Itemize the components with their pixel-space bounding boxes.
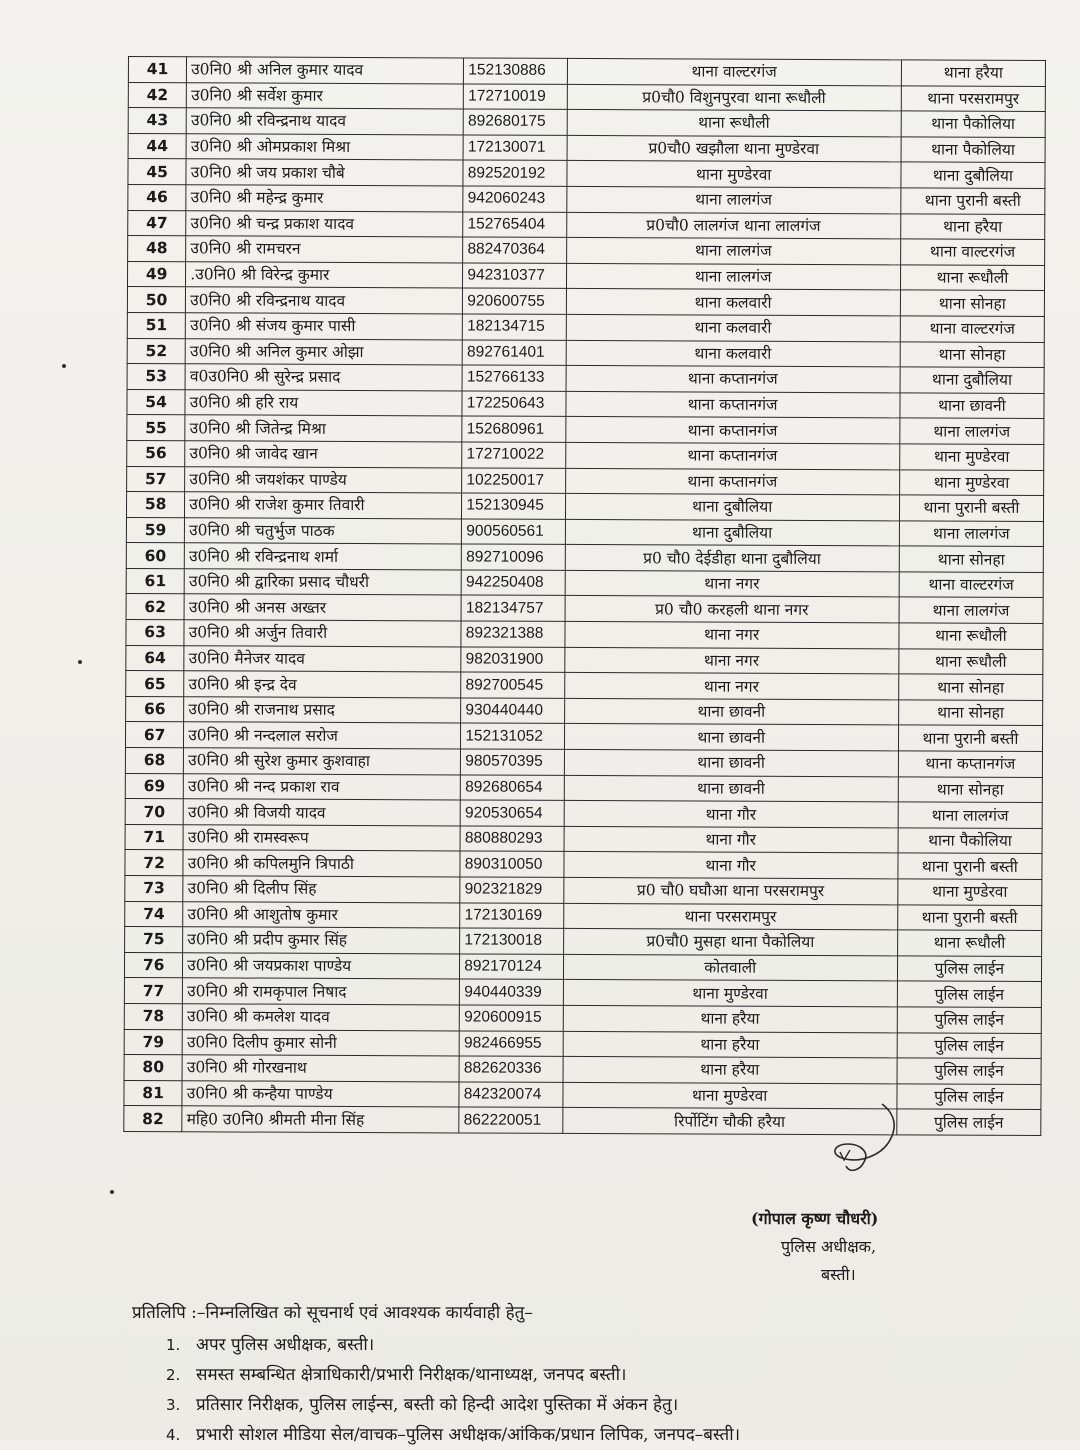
officer-name-cell: उ0नि0 श्री राजनाथ प्रसाद — [184, 697, 461, 724]
serial-number-cell: 76 — [124, 952, 182, 978]
officer-name-cell: उ0नि0 श्री जय प्रकाश चौबे — [186, 159, 463, 186]
pno-cell: 172710019 — [464, 84, 567, 110]
officer-name-cell: उ0नि0 श्री अनिल कुमार यादव — [187, 57, 464, 84]
serial-number-cell: 43 — [128, 108, 186, 134]
new-posting-cell: पुलिस लाईन — [897, 1007, 1041, 1033]
new-posting-cell: थाना पैकोलिया — [901, 137, 1045, 163]
signature — [820, 1100, 910, 1180]
new-posting-cell: थाना पुरानी बस्ती — [899, 495, 1043, 521]
officer-name-cell: उ0नि0 श्री जितेन्द्र मिश्रा — [185, 415, 462, 442]
serial-number-cell: 58 — [126, 492, 184, 518]
current-posting-cell: थाना लालगंज — [566, 186, 900, 213]
officer-name-cell: उ0नि0 श्री नन्द प्रकाश राव — [184, 773, 461, 800]
copy-to-item-text: अपर पुलिस अधीक्षक, बस्ती। — [196, 1335, 375, 1355]
current-posting-cell: थाना छावनी — [564, 724, 898, 751]
serial-number-cell: 42 — [128, 82, 186, 108]
table-row — [127, 466, 1044, 496]
current-posting-cell: थाना रूधौली — [567, 110, 901, 137]
current-posting-cell: थाना नगर — [565, 570, 899, 597]
table-row — [125, 773, 1042, 803]
current-posting-cell: थाना मुण्डेरवा — [562, 1082, 896, 1109]
officer-name-cell: उ0नि0 श्री आशुतोष कुमार — [183, 901, 460, 928]
table-row — [124, 1055, 1041, 1085]
current-posting-cell: थाना लालगंज — [566, 238, 900, 265]
pno-cell: 940440339 — [460, 979, 563, 1005]
officer-name-cell: उ0नि0 श्री ओमप्रकाश मिश्रा — [186, 134, 463, 161]
pno-cell: 942310377 — [463, 263, 566, 289]
table-row — [126, 517, 1043, 547]
serial-number-cell: 41 — [128, 57, 186, 83]
officer-name-cell: व0उ0नि0 श्री सुरेन्द्र प्रसाद — [185, 364, 462, 391]
serial-number-cell: 64 — [126, 645, 184, 671]
officer-name-cell: उ0नि0 श्री दिलीप सिंह — [183, 876, 460, 903]
pno-cell: 172130169 — [460, 903, 563, 929]
current-posting-cell: प्र0 चौ0 करहली थाना नगर — [565, 596, 899, 623]
officer-name-cell: उ0नि0 श्री चतुर्भुज पाठक — [185, 517, 462, 544]
officer-name-cell: उ0नि0 श्री कपिलमुनि त्रिपाठी — [183, 850, 460, 877]
speck — [62, 364, 66, 368]
current-posting-cell: थाना कप्तानगंज — [565, 442, 899, 469]
serial-number-cell: 49 — [127, 261, 185, 287]
copy-to-item-number: 2. — [166, 1366, 181, 1384]
pno-cell: 982031900 — [461, 647, 564, 673]
pno-cell: 152130945 — [462, 493, 565, 519]
pno-cell: 102250017 — [462, 467, 565, 493]
pno-cell: 980570395 — [461, 749, 564, 775]
pno-cell: 862220051 — [459, 1107, 562, 1133]
pno-cell: 920530654 — [460, 800, 563, 826]
pno-cell: 890310050 — [460, 851, 563, 877]
new-posting-cell: थाना सोनहा — [898, 700, 1042, 726]
serial-number-cell: 82 — [124, 1106, 182, 1132]
new-posting-cell: थाना सोनहा — [899, 546, 1043, 572]
current-posting-cell: थाना कप्तानगंज — [565, 468, 899, 495]
table-row — [126, 620, 1043, 650]
current-posting-cell: प्र0 चौ0 देईडीहा थाना दुबौलिया — [565, 545, 899, 572]
current-posting-cell: थाना हरैया — [563, 1057, 897, 1084]
pno-cell: 842320074 — [459, 1082, 562, 1108]
current-posting-cell: थाना दुबौलिया — [565, 494, 899, 521]
officer-name-cell: उ0नि0 श्री रविन्द्रनाथ शर्मा — [185, 543, 462, 570]
transfer-table — [123, 56, 1046, 1136]
new-posting-cell: थाना कप्तानगंज — [898, 751, 1042, 777]
serial-number-cell: 80 — [124, 1055, 182, 1081]
table-row — [126, 594, 1043, 624]
copy-to-title: प्रतिलिपि :–निम्नलिखित को सूचनार्थ एवं आवश्यक कार्यवाही हेतु– — [132, 1303, 533, 1323]
serial-number-cell: 47 — [128, 210, 186, 236]
pno-cell: 902321829 — [460, 877, 563, 903]
current-posting-cell: थाना नगर — [564, 621, 898, 648]
officer-name: (गोपाल कृष्ण चौधरी) — [751, 1209, 879, 1228]
officer-name-cell: उ0नि0 श्री जयशंकर पाण्डेय — [185, 466, 462, 493]
officer-name-cell: उ0नि0 श्री महेन्द्र कुमार — [186, 185, 463, 212]
pno-cell: 892680175 — [463, 109, 566, 135]
new-posting-cell: थाना हरैया — [901, 213, 1045, 239]
table-row — [127, 338, 1044, 368]
officer-name-cell: उ0नि0 श्री रामचरन — [186, 236, 463, 263]
new-posting-cell: थाना वाल्टरगंज — [900, 316, 1044, 342]
officer-name-cell: उ0नि0 श्री प्रदीप कुमार सिंह — [183, 927, 460, 954]
table-row — [127, 415, 1044, 445]
new-posting-cell: थाना परसरामपुर — [901, 85, 1045, 111]
new-posting-cell: थाना रूधौली — [900, 265, 1044, 291]
officer-block — [745, 1205, 1005, 1289]
new-posting-cell: पुलिस लाईन — [897, 1109, 1041, 1135]
current-posting-cell: थाना गौर — [564, 826, 898, 853]
pno-cell: 182134757 — [461, 595, 564, 621]
new-posting-cell: थाना सोनहा — [899, 674, 1043, 700]
officer-name-cell: उ0नि0 श्री विजयी यादव — [183, 799, 460, 826]
table-row — [127, 364, 1044, 394]
speck — [78, 660, 82, 664]
pno-cell: 152680961 — [462, 416, 565, 442]
officer-name-cell: उ0नि0 श्री रामस्वरूप — [183, 825, 460, 852]
copy-to-item-number: 1. — [166, 1336, 181, 1354]
officer-name-cell: उ0नि0 दिलीप कुमार सोनी — [182, 1029, 459, 1056]
copy-to-item-number: 4. — [166, 1426, 181, 1444]
transfer-table-body — [124, 57, 1046, 1136]
table-row — [125, 901, 1042, 931]
table-row — [126, 492, 1043, 522]
serial-number-cell: 45 — [128, 159, 186, 185]
current-posting-cell: कोतवाली — [563, 954, 897, 981]
serial-number-cell: 52 — [127, 338, 185, 364]
serial-number-cell: 46 — [128, 184, 186, 210]
pno-cell: 172130018 — [460, 928, 563, 954]
serial-number-cell: 53 — [127, 364, 185, 390]
serial-number-cell: 57 — [127, 466, 185, 492]
current-posting-cell: थाना हरैया — [563, 1031, 897, 1058]
new-posting-cell: थाना सोनहा — [900, 341, 1044, 367]
current-posting-cell: थाना नगर — [564, 673, 898, 700]
pno-cell: 892170124 — [460, 954, 563, 980]
officer-name-cell: उ0नि0 श्री इन्द्र देव — [184, 671, 461, 698]
pno-cell: 920600755 — [463, 288, 566, 314]
current-posting-cell: थाना कलवारी — [566, 289, 900, 316]
serial-number-cell: 73 — [125, 875, 183, 901]
serial-number-cell: 54 — [127, 389, 185, 415]
new-posting-cell: थाना सोनहा — [900, 290, 1044, 316]
current-posting-cell: प्र0 चौ0 घघौआ थाना परसरामपुर — [563, 877, 897, 904]
serial-number-cell: 67 — [125, 722, 183, 748]
table-row — [128, 108, 1045, 138]
new-posting-cell: थाना पैकोलिया — [901, 111, 1045, 137]
new-posting-cell: थाना छावनी — [900, 393, 1044, 419]
serial-number-cell: 81 — [124, 1080, 182, 1106]
copy-to-item-text: प्रभारी सोशल मीडिया सेल/वाचक–पुलिस अधीक्षक/आंकिक/प्रधान लिपिक, जनपद–बस्ती। — [196, 1425, 741, 1445]
pno-cell: 152765404 — [463, 212, 566, 238]
current-posting-cell: थाना कप्तानगंज — [566, 366, 900, 393]
pno-cell: 882620336 — [459, 1056, 562, 1082]
table-row — [124, 952, 1041, 982]
serial-number-cell: 63 — [126, 620, 184, 646]
table-row — [128, 57, 1045, 87]
table-row — [124, 1029, 1041, 1059]
current-posting-cell: थाना छावनी — [564, 775, 898, 802]
copy-to-item-text: प्रतिसार निरीक्षक, पुलिस लाईन्स, बस्ती को हिन्दी आदेश पुस्तिका में अंकन हेतु। — [196, 1395, 679, 1415]
pno-cell: 982466955 — [459, 1031, 562, 1057]
current-posting-cell: थाना दुबौलिया — [565, 519, 899, 546]
current-posting-cell: थाना कप्तानगंज — [565, 417, 899, 444]
officer-name-cell: उ0नि0 श्री चन्द्र प्रकाश यादव — [186, 210, 463, 237]
serial-number-cell: 75 — [125, 927, 183, 953]
copy-to-item — [132, 1420, 1062, 1450]
pno-cell: 942060243 — [463, 186, 566, 212]
table-row — [127, 287, 1044, 317]
serial-number-cell: 62 — [126, 594, 184, 620]
table-row — [125, 824, 1042, 854]
pno-cell: 172130071 — [463, 135, 566, 161]
pno-cell: 152130886 — [464, 58, 567, 84]
current-posting-cell: रिर्पोटिंग चौकी हरैया — [562, 1108, 896, 1135]
new-posting-cell: थाना लालगंज — [900, 418, 1044, 444]
officer-name-cell: उ0नि0 श्री द्वारिका प्रसाद चौधरी — [184, 569, 461, 596]
officer-name-cell: उ0नि0 श्री सर्वेश कुमार — [187, 82, 464, 109]
officer-name-cell: उ0नि0 श्री अनस अख्तर — [184, 594, 461, 621]
current-posting-cell: प्र0चौ0 विशुनपुरवा थाना रूधौली — [567, 84, 901, 111]
table-row — [128, 133, 1045, 163]
new-posting-cell: पुलिस लाईन — [897, 1058, 1041, 1084]
new-posting-cell: थाना वाल्टरगंज — [899, 572, 1043, 598]
pno-cell: 892761401 — [462, 339, 565, 365]
serial-number-cell: 70 — [125, 799, 183, 825]
current-posting-cell: थाना मुण्डेरवा — [563, 980, 897, 1007]
officer-name-cell: उ0नि0 श्री रविन्द्रनाथ यादव — [186, 287, 463, 314]
pno-cell: 880880293 — [460, 826, 563, 852]
new-posting-cell: थाना पुरानी बस्ती — [901, 188, 1045, 214]
pno-cell: 900560561 — [462, 519, 565, 545]
current-posting-cell: थाना कलवारी — [566, 314, 900, 341]
current-posting-cell: थाना गौर — [563, 852, 897, 879]
pno-cell: 182134715 — [463, 314, 566, 340]
new-posting-cell: थाना वाल्टरगंज — [900, 239, 1044, 265]
table-row — [128, 184, 1045, 214]
pno-cell: 152131052 — [461, 723, 564, 749]
table-row — [125, 799, 1042, 829]
copy-to-item — [132, 1360, 1062, 1390]
new-posting-cell: थाना पुरानी बस्ती — [898, 853, 1042, 879]
copy-to-item — [132, 1330, 1062, 1360]
officer-name-cell: .उ0नि0 श्री विरेन्द्र कुमार — [186, 262, 463, 289]
new-posting-cell: थाना दुबौलिया — [901, 162, 1045, 188]
table-row — [125, 927, 1042, 957]
pno-cell: 920600915 — [460, 1005, 563, 1031]
current-posting-cell: प्र0चौ0 लालगंज थाना लालगंज — [566, 212, 900, 239]
serial-number-cell: 79 — [124, 1029, 182, 1055]
serial-number-cell: 59 — [126, 517, 184, 543]
officer-name-cell: उ0नि0 श्री हरि राय — [185, 389, 462, 416]
officer-name-cell: उ0नि0 श्री नन्दलाल सरोज — [184, 722, 461, 749]
officer-name-cell: उ0नि0 श्री जावेद खान — [185, 441, 462, 468]
pno-cell: 892700545 — [461, 672, 564, 698]
pno-cell: 172250643 — [462, 391, 565, 417]
serial-number-cell: 68 — [125, 748, 183, 774]
new-posting-cell: पुलिस लाईन — [897, 1032, 1041, 1058]
officer-name-cell: उ0नि0 श्री कन्हैया पाण्डेय — [182, 1080, 459, 1107]
table-row — [124, 978, 1041, 1008]
officer-name-cell: उ0नि0 श्री जयप्रकाश पाण्डेय — [183, 953, 460, 980]
pno-cell: 882470364 — [463, 237, 566, 263]
current-posting-cell: थाना वाल्टरगंज — [567, 58, 901, 85]
pno-cell: 942250408 — [461, 570, 564, 596]
new-posting-cell: थाना मुण्डेरवा — [898, 879, 1042, 905]
new-posting-cell: थाना पैकोलिया — [898, 828, 1042, 854]
new-posting-cell: थाना दुबौलिया — [900, 367, 1044, 393]
serial-number-cell: 61 — [126, 568, 184, 594]
pno-cell: 892520192 — [463, 160, 566, 186]
new-posting-cell: थाना सोनहा — [898, 776, 1042, 802]
serial-number-cell: 44 — [128, 133, 186, 159]
officer-name-cell: उ0नि0 मैनेजर यादव — [184, 645, 461, 672]
officer-name-cell: महि0 उ0नि0 श्रीमती मीना सिंह — [182, 1106, 459, 1133]
new-posting-cell: पुलिस लाईन — [897, 981, 1041, 1007]
table-row — [125, 722, 1042, 752]
table-row — [127, 389, 1044, 419]
table-row — [128, 159, 1045, 189]
pno-cell: 892680654 — [461, 775, 564, 801]
current-posting-cell: थाना कप्तानगंज — [565, 391, 899, 418]
current-posting-cell: प्र0चौ0 मुसहा थाना पैकोलिया — [563, 929, 897, 956]
pno-cell: 930440440 — [461, 698, 564, 724]
officer-name-cell: उ0नि0 श्री राजेश कुमार तिवारी — [185, 492, 462, 519]
serial-number-cell: 69 — [125, 773, 183, 799]
pno-cell: 892710096 — [462, 544, 565, 570]
new-posting-cell: थाना रूधौली — [899, 623, 1043, 649]
current-posting-cell: थाना कलवारी — [566, 340, 900, 367]
current-posting-cell: थाना परसरामपुर — [563, 903, 897, 930]
officer-name-cell: उ0नि0 श्री रविन्द्रनाथ यादव — [186, 108, 463, 135]
serial-number-cell: 55 — [127, 415, 185, 441]
new-posting-cell: थाना हरैया — [901, 60, 1045, 86]
officer-name-cell: उ0नि0 श्री रामकृपाल निषाद — [183, 978, 460, 1005]
officer-name-cell: उ0नि0 श्री गोरखनाथ — [182, 1055, 459, 1082]
copy-to-section — [132, 1296, 1062, 1450]
officer-name-cell: उ0नि0 श्री अर्जुन तिवारी — [184, 620, 461, 647]
serial-number-cell: 50 — [127, 287, 185, 313]
table-row — [126, 696, 1043, 726]
serial-number-cell: 78 — [124, 1003, 182, 1029]
current-posting-cell: प्र0चौ0 खझौला थाना मुण्डेरवा — [567, 135, 901, 162]
new-posting-cell: थाना मुण्डेरवा — [899, 469, 1043, 495]
table-row — [126, 568, 1043, 598]
new-posting-cell: थाना लालगंज — [899, 521, 1043, 547]
current-posting-cell: थाना लालगंज — [566, 263, 900, 290]
current-posting-cell: थाना मुण्डेरवा — [566, 161, 900, 188]
current-posting-cell: थाना हरैया — [563, 1005, 897, 1032]
officer-name-cell: उ0नि0 श्री संजय कुमार पासी — [186, 313, 463, 340]
officer-designation: पुलिस अधीक्षक, — [781, 1237, 877, 1256]
serial-number-cell: 74 — [125, 901, 183, 927]
table-row — [126, 543, 1043, 573]
new-posting-cell: थाना पुरानी बस्ती — [898, 725, 1042, 751]
speck — [110, 1190, 114, 1194]
serial-number-cell: 48 — [128, 236, 186, 262]
serial-number-cell: 51 — [127, 312, 185, 338]
pno-cell: 892321388 — [461, 621, 564, 647]
officer-name-cell: उ0नि0 श्री अनिल कुमार ओझा — [185, 338, 462, 365]
serial-number-cell: 65 — [126, 671, 184, 697]
table-row — [127, 312, 1044, 342]
officer-name-cell: उ0नि0 श्री कमलेश यादव — [183, 1004, 460, 1031]
new-posting-cell: पुलिस लाईन — [897, 1084, 1041, 1110]
current-posting-cell: थाना छावनी — [564, 698, 898, 725]
officer-place: बस्ती। — [821, 1265, 856, 1284]
table-row — [127, 440, 1044, 470]
new-posting-cell: थाना पुरानी बस्ती — [898, 904, 1042, 930]
new-posting-cell: थाना रूधौली — [897, 930, 1041, 956]
new-posting-cell: थाना लालगंज — [899, 597, 1043, 623]
serial-number-cell: 66 — [126, 696, 184, 722]
new-posting-cell: थाना लालगंज — [898, 802, 1042, 828]
table-row — [125, 875, 1042, 905]
officer-name-cell: उ0नि0 श्री सुरेश कुमार कुशवाहा — [184, 748, 461, 775]
new-posting-cell: थाना रूधौली — [899, 649, 1043, 675]
new-posting-cell: थाना मुण्डेरवा — [900, 444, 1044, 470]
copy-to-item-text: समस्त सम्बन्धित क्षेत्राधिकारी/प्रभारी निरीक्षक/थानाध्यक्ष, जनपद बस्ती। — [196, 1365, 627, 1385]
table-row — [128, 82, 1045, 112]
current-posting-cell: थाना गौर — [564, 801, 898, 828]
table-row — [126, 671, 1043, 701]
copy-to-item — [132, 1390, 1062, 1420]
table-row — [128, 236, 1045, 266]
table-row — [125, 850, 1042, 880]
current-posting-cell: थाना नगर — [564, 647, 898, 674]
new-posting-cell: पुलिस लाईन — [897, 956, 1041, 982]
table-row — [126, 645, 1043, 675]
copy-to-item-number: 3. — [166, 1396, 181, 1414]
pno-cell: 152766133 — [462, 365, 565, 391]
table-row — [125, 748, 1042, 778]
serial-number-cell: 72 — [125, 850, 183, 876]
serial-number-cell: 77 — [124, 978, 182, 1004]
current-posting-cell: थाना छावनी — [564, 749, 898, 776]
pno-cell: 172710022 — [462, 442, 565, 468]
serial-number-cell: 60 — [126, 543, 184, 569]
serial-number-cell: 71 — [125, 824, 183, 850]
table-row — [127, 261, 1044, 291]
table-row — [128, 210, 1045, 240]
table-row — [124, 1003, 1041, 1033]
serial-number-cell: 56 — [127, 440, 185, 466]
